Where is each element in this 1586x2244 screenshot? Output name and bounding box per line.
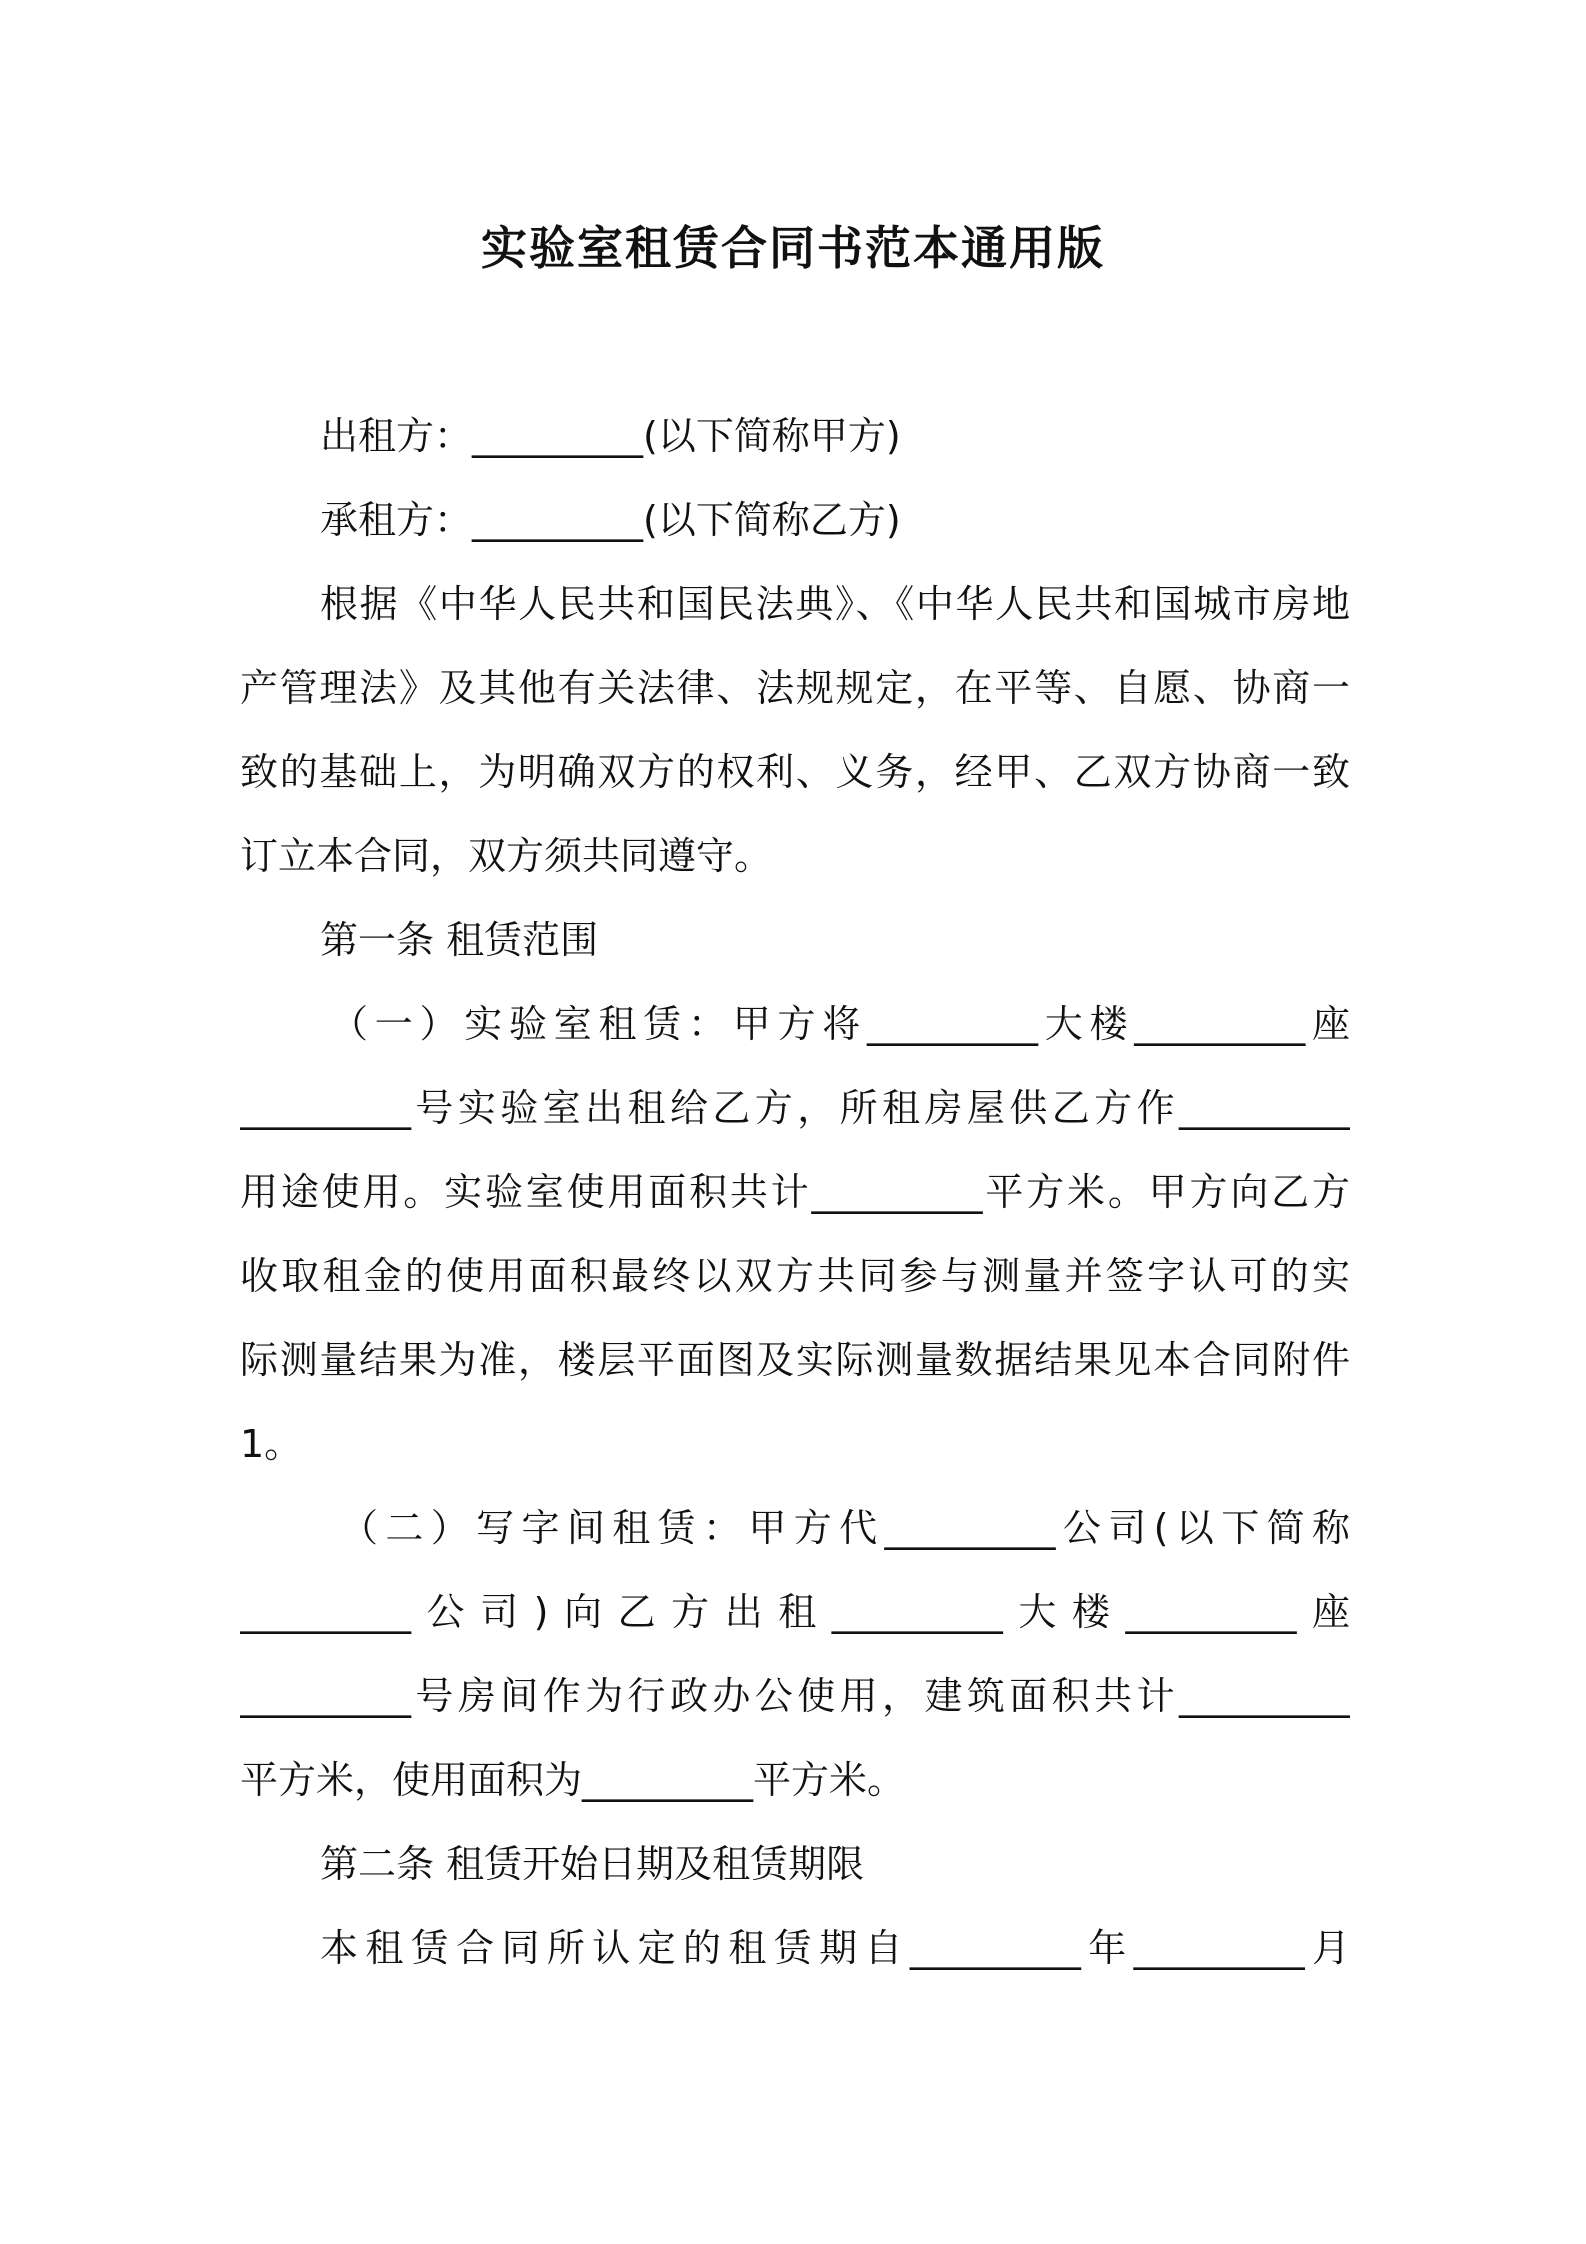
preamble-line-1: 根据《中华人民共和国民法典》、《中华人民共和国城市房地 [320,582,1350,626]
clause-1-line-4: 收取租金的使用面积最终以双方共同参与测量并签字认可的实 [240,1254,1350,1298]
clause-1-line-6: 1。 [240,1422,303,1466]
preamble-line-2: 产管理法》及其他有关法律、法规规定，在平等、自愿、协商一 [240,666,1350,710]
clause-2-line-2: _________公司)向乙方出租_________大楼_________座 [240,1590,1350,1634]
lessee-line: 承租方：_________(以下简称乙方) [320,498,901,542]
clause-1-line-1: （一）实验室租赁：甲方将_________大楼_________座 [330,1002,1350,1046]
preamble-line-3: 致的基础上，为明确双方的权利、义务，经甲、乙双方协商一致 [240,750,1350,794]
clause-2-line-1: （二）写字间租赁：甲方代_________公司(以下简称 [340,1506,1350,1550]
preamble-line-4: 订立本合同，双方须共同遵守。 [240,834,773,878]
article-2-heading: 第二条 租赁开始日期及租赁期限 [320,1842,865,1886]
article-2-line-1: 本租赁合同所认定的租赁期自_________年_________月 [320,1926,1350,1970]
clause-2-line-4: 平方米，使用面积为_________平方米。 [240,1758,906,1802]
document-title: 实验室租赁合同书范本通用版 [481,221,1105,275]
lessor-line: 出租方：_________(以下简称甲方) [320,414,901,458]
clause-1-line-5: 际测量结果为准，楼层平面图及实际测量数据结果见本合同附件 [240,1338,1350,1382]
clause-2-line-3: _________号房间作为行政办公使用，建筑面积共计_________ [240,1674,1350,1718]
clause-1-line-2: _________号实验室出租给乙方，所租房屋供乙方作_________ [240,1086,1350,1130]
article-1-heading: 第一条 租赁范围 [320,918,599,962]
clause-1-line-3: 用途使用。实验室使用面积共计_________平方米。甲方向乙方 [240,1170,1350,1214]
